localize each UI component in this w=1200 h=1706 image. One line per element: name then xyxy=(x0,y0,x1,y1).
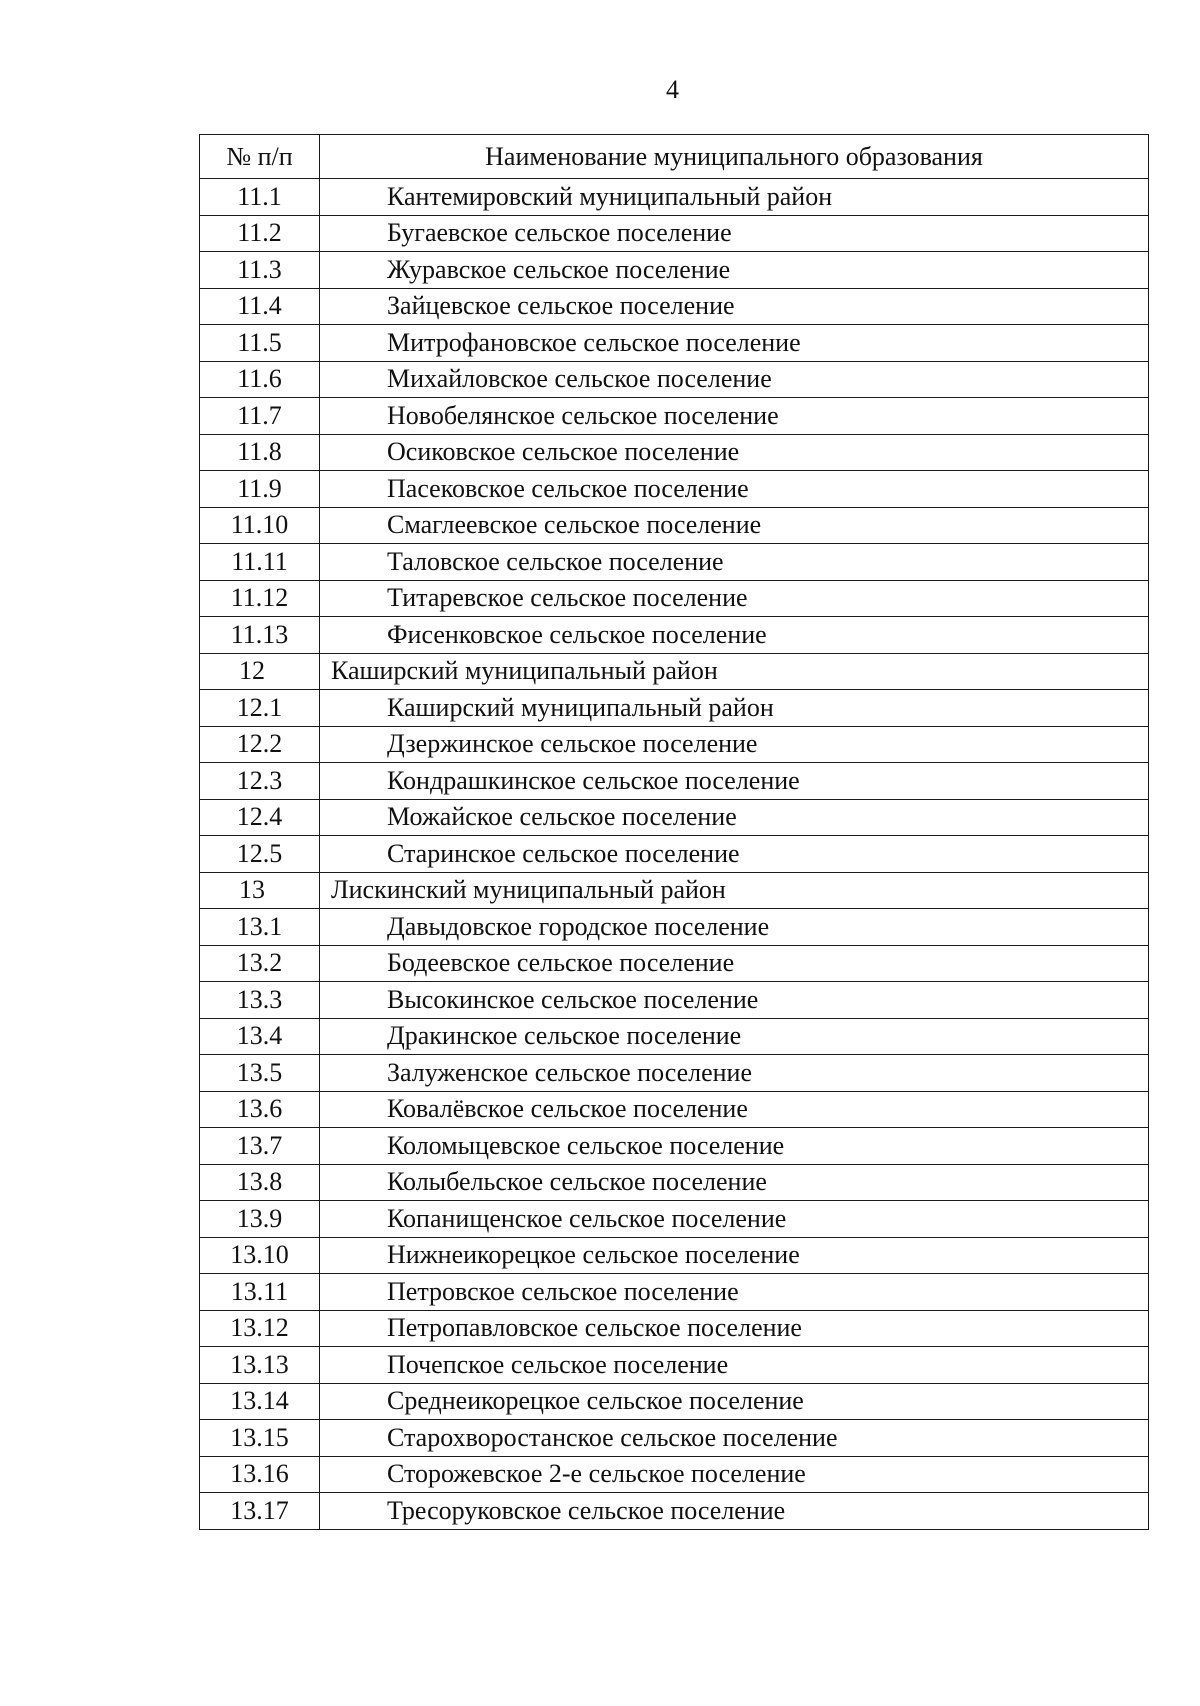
row-number-cell: 13.16 xyxy=(200,1456,320,1493)
settlement-name-cell: Кантемировский муниципальный район xyxy=(320,179,1149,216)
settlement-name-cell: Митрофановское сельское поселение xyxy=(320,325,1149,362)
table-row xyxy=(200,1201,1149,1238)
table-row xyxy=(200,215,1149,252)
table-row xyxy=(200,1456,1149,1493)
table-row xyxy=(200,1018,1149,1055)
table-row xyxy=(200,179,1149,216)
settlement-name-cell: Пасековское сельское поселение xyxy=(320,471,1149,508)
table-row xyxy=(200,252,1149,289)
table-row xyxy=(200,1164,1149,1201)
table-row xyxy=(200,653,1149,690)
settlement-name-cell: Можайское сельское поселение xyxy=(320,799,1149,836)
settlement-name-cell: Новобелянское сельское поселение xyxy=(320,398,1149,435)
row-number-cell: 13.17 xyxy=(200,1493,320,1530)
settlement-name-cell: Колыбельское сельское поселение xyxy=(320,1164,1149,1201)
table-row xyxy=(200,799,1149,836)
row-number-cell: 11.8 xyxy=(200,434,320,471)
settlement-name-cell: Ковалёвское сельское поселение xyxy=(320,1091,1149,1128)
table-row xyxy=(200,1055,1149,1092)
table-row xyxy=(200,1420,1149,1457)
table-row xyxy=(200,325,1149,362)
table-row xyxy=(200,398,1149,435)
table-row xyxy=(200,1091,1149,1128)
table-row xyxy=(200,1383,1149,1420)
row-number-cell: 13.13 xyxy=(200,1347,320,1384)
table-row xyxy=(200,945,1149,982)
table-row xyxy=(200,872,1149,909)
row-number-cell: 13 xyxy=(200,872,320,909)
table-row xyxy=(200,1237,1149,1274)
row-number-cell: 13.4 xyxy=(200,1018,320,1055)
row-number-cell: 13.10 xyxy=(200,1237,320,1274)
table-row xyxy=(200,617,1149,654)
row-number-cell: 13.5 xyxy=(200,1055,320,1092)
row-number-cell: 13.2 xyxy=(200,945,320,982)
settlement-name-cell: Тресоруковское сельское поселение xyxy=(320,1493,1149,1530)
row-number-cell: 13.6 xyxy=(200,1091,320,1128)
district-name-cell: Лискинский муниципальный район xyxy=(320,872,1149,909)
table-row xyxy=(200,726,1149,763)
column-header-name: Наименование муниципального образования xyxy=(320,135,1149,179)
table-row xyxy=(200,471,1149,508)
settlement-name-cell: Петровское сельское поселение xyxy=(320,1274,1149,1311)
settlement-name-cell: Нижнеикорецкое сельское поселение xyxy=(320,1237,1149,1274)
table-body xyxy=(200,179,1149,1530)
table-row xyxy=(200,1128,1149,1165)
row-number-cell: 11.5 xyxy=(200,325,320,362)
table-row xyxy=(200,544,1149,581)
row-number-cell: 13.12 xyxy=(200,1310,320,1347)
table-row xyxy=(200,1347,1149,1384)
row-number-cell: 12.5 xyxy=(200,836,320,873)
settlement-name-cell: Залуженское сельское поселение xyxy=(320,1055,1149,1092)
row-number-cell: 11.3 xyxy=(200,252,320,289)
row-number-cell: 12.3 xyxy=(200,763,320,800)
row-number-cell: 12.1 xyxy=(200,690,320,727)
row-number-cell: 11.2 xyxy=(200,215,320,252)
table-row xyxy=(200,288,1149,325)
settlement-name-cell: Старинское сельское поселение xyxy=(320,836,1149,873)
settlement-name-cell: Сторожевское 2-е сельское поселение xyxy=(320,1456,1149,1493)
row-number-cell: 11.1 xyxy=(200,179,320,216)
row-number-cell: 12 xyxy=(200,653,320,690)
settlement-name-cell: Зайцевское сельское поселение xyxy=(320,288,1149,325)
row-number-cell: 11.12 xyxy=(200,580,320,617)
column-header-number: № п/п xyxy=(200,135,320,179)
settlement-name-cell: Михайловское сельское поселение xyxy=(320,361,1149,398)
row-number-cell: 12.4 xyxy=(200,799,320,836)
row-number-cell: 13.15 xyxy=(200,1420,320,1457)
row-number-cell: 13.8 xyxy=(200,1164,320,1201)
settlement-name-cell: Титаревское сельское поселение xyxy=(320,580,1149,617)
settlement-name-cell: Петропавловское сельское поселение xyxy=(320,1310,1149,1347)
settlement-name-cell: Кондрашкинское сельское поселение xyxy=(320,763,1149,800)
settlement-name-cell: Копанищенское сельское поселение xyxy=(320,1201,1149,1238)
row-number-cell: 13.11 xyxy=(200,1274,320,1311)
settlement-name-cell: Смаглеевское сельское поселение xyxy=(320,507,1149,544)
row-number-cell: 11.13 xyxy=(200,617,320,654)
row-number-cell: 13.1 xyxy=(200,909,320,946)
settlement-name-cell: Среднеикорецкое сельское поселение xyxy=(320,1383,1149,1420)
settlement-name-cell: Высокинское сельское поселение xyxy=(320,982,1149,1019)
row-number-cell: 12.2 xyxy=(200,726,320,763)
table-row xyxy=(200,361,1149,398)
row-number-cell: 11.7 xyxy=(200,398,320,435)
settlement-name-cell: Фисенковское сельское поселение xyxy=(320,617,1149,654)
table-row xyxy=(200,1310,1149,1347)
table-header xyxy=(200,135,1149,179)
settlement-name-cell: Старохворостанское сельское поселение xyxy=(320,1420,1149,1457)
table-row xyxy=(200,1493,1149,1530)
settlement-name-cell: Каширский муниципальный район xyxy=(320,690,1149,727)
row-number-cell: 11.9 xyxy=(200,471,320,508)
table-row xyxy=(200,763,1149,800)
row-number-cell: 11.6 xyxy=(200,361,320,398)
table-row xyxy=(200,690,1149,727)
table-row xyxy=(200,836,1149,873)
row-number-cell: 13.9 xyxy=(200,1201,320,1238)
settlement-name-cell: Дзержинское сельское поселение xyxy=(320,726,1149,763)
table-row xyxy=(200,982,1149,1019)
page-number: 4 xyxy=(666,75,679,104)
table-header-row xyxy=(200,135,1149,179)
settlement-name-cell: Коломыцевское сельское поселение xyxy=(320,1128,1149,1165)
settlement-name-cell: Осиковское сельское поселение xyxy=(320,434,1149,471)
settlement-name-cell: Дракинское сельское поселение xyxy=(320,1018,1149,1055)
row-number-cell: 11.10 xyxy=(200,507,320,544)
settlement-name-cell: Таловское сельское поселение xyxy=(320,544,1149,581)
settlement-name-cell: Давыдовское городское поселение xyxy=(320,909,1149,946)
settlement-name-cell: Бодеевское сельское поселение xyxy=(320,945,1149,982)
settlement-name-cell: Бугаевское сельское поселение xyxy=(320,215,1149,252)
settlement-name-cell: Почепское сельское поселение xyxy=(320,1347,1149,1384)
table-row xyxy=(200,434,1149,471)
district-name-cell: Каширский муниципальный район xyxy=(320,653,1149,690)
table-row xyxy=(200,580,1149,617)
row-number-cell: 13.3 xyxy=(200,982,320,1019)
table-row xyxy=(200,507,1149,544)
row-number-cell: 13.14 xyxy=(200,1383,320,1420)
row-number-cell: 11.4 xyxy=(200,288,320,325)
municipal-formations-table xyxy=(199,134,1149,1530)
settlement-name-cell: Журавское сельское поселение xyxy=(320,252,1149,289)
table-row xyxy=(200,1274,1149,1311)
row-number-cell: 13.7 xyxy=(200,1128,320,1165)
row-number-cell: 11.11 xyxy=(200,544,320,581)
table-row xyxy=(200,909,1149,946)
